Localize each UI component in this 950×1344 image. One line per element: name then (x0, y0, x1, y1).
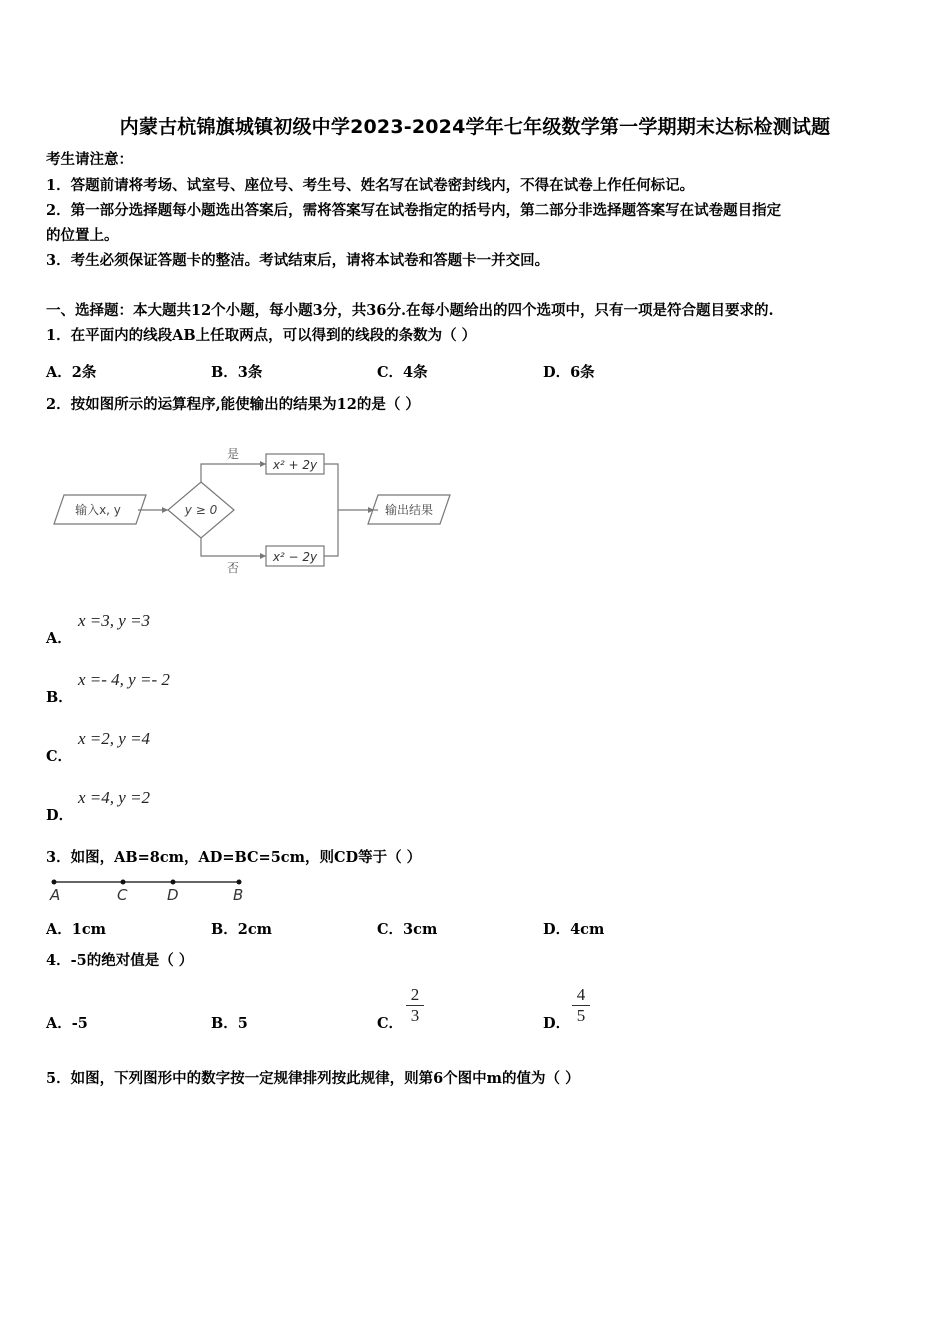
section-heading: 一、选择题：本大题共12个小题，每小题3分，共36分.在每小题给出的四个选项中，只有一项是符合题目要求的. (46, 302, 774, 319)
notice-heading: 考生请注意： (46, 151, 133, 168)
q2-option-d-expr: x =4, y =2 (78, 788, 151, 807)
point-b-label: B (233, 886, 244, 904)
q4-option-d-denominator: 5 (576, 1006, 586, 1025)
point-c (121, 880, 126, 885)
q4-option-d-label: D． (543, 1015, 571, 1032)
flow-bottom-expr: x² − 2y (272, 550, 318, 564)
q4-option-d-numerator: 4 (572, 985, 590, 1006)
q3-option-c: C．3cm (377, 921, 438, 938)
point-d (171, 880, 176, 885)
flow-no-label: 否 (226, 561, 240, 575)
q4-option-c-label: C． (377, 1015, 404, 1032)
q2-option-b-expr: x =- 4, y =- 2 (78, 670, 170, 689)
q5-stem: 5．如图，下列图形中的数字按一定规律排列按此规律，则第6个图中m的值为（ ） (46, 1070, 580, 1087)
q3-stem: 3．如图，AB=8cm，AD=BC=5cm，则CD等于（ ） (46, 849, 422, 866)
notice-item-3: 3．考生必须保证答题卡的整洁。考试结束后，请将本试卷和答题卡一并交回。 (46, 252, 550, 269)
point-c-label: C (117, 886, 128, 904)
q2-option-a-expr: x =3, y =3 (78, 611, 151, 630)
q3-segment-figure (44, 874, 254, 904)
q4-stem: 4．-5的绝对值是（ ） (46, 952, 194, 969)
q2-option-c-label: C． (46, 748, 73, 765)
flow-output-label: 输出结果 (384, 503, 434, 517)
flow-yes-label: 是 (226, 447, 240, 461)
q2-stem: 2．按如图所示的运算程序,能使输出的结果为12的是（ ） (46, 396, 420, 413)
q1-option-c: C．4条 (377, 364, 428, 381)
flow-input-label: 输入x, y (75, 503, 121, 517)
q4-option-c-denominator: 3 (410, 1006, 420, 1025)
flow-top-expr: x² + 2y (272, 458, 318, 472)
q4-option-c-numerator: 2 (406, 985, 424, 1006)
q1-option-d: D．6条 (543, 364, 595, 381)
notice-item-2: 2．第一部分选择题每小题选出答案后，需将答案写在试卷指定的括号内，第二部分非选择题答案写在试卷题目指定 (46, 202, 782, 219)
flow-condition-label: y ≥ 0 (184, 503, 218, 517)
q3-option-d: D．4cm (543, 921, 605, 938)
q3-option-b: B．2cm (211, 921, 273, 938)
notice-item-1: 1．答题前请将考场、试室号、座位号、考生号、姓名写在试卷密封线内，不得在试卷上作任何标记。 (46, 177, 695, 194)
point-b (237, 880, 242, 885)
notice-item-2-cont: 的位置上。 (46, 227, 119, 244)
q2-flowchart (50, 430, 470, 580)
q2-option-c-expr: x =2, y =4 (78, 729, 151, 748)
point-d-label: D (167, 886, 179, 904)
q3-option-a: A．1cm (46, 921, 107, 938)
point-a-label: A (50, 886, 61, 904)
q2-option-a-label: A． (46, 630, 72, 647)
page-title: 内蒙古杭锦旗城镇初级中学2023-2024学年七年级数学第一学期期末达标检测试题 (119, 116, 831, 138)
q1-stem: 1．在平面内的线段AB上任取两点，可以得到的线段的条数为（ ） (46, 327, 477, 344)
q1-option-a: A．2条 (46, 364, 97, 381)
q2-option-b-label: B． (46, 689, 73, 706)
q4-option-b: B．5 (211, 1015, 248, 1032)
q1-option-b: B．3条 (211, 364, 263, 381)
q2-option-d-label: D． (46, 807, 74, 824)
q4-option-d-fraction (572, 985, 590, 1026)
q4-option-a: A．-5 (46, 1015, 88, 1032)
point-a (52, 880, 57, 885)
q4-option-c-fraction (406, 985, 424, 1026)
